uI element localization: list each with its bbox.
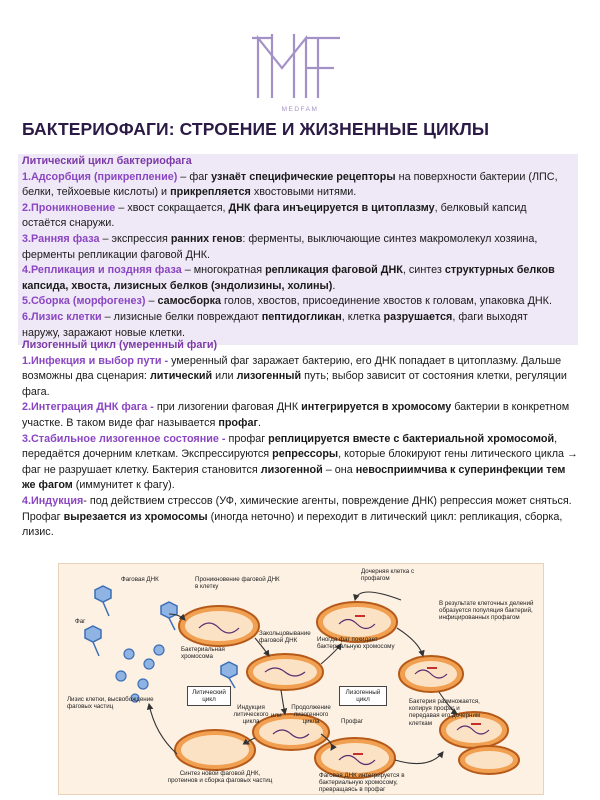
integration-label: Фаговая ДНК интегрируется в бактериальную хромосому, превращаясь в профаг: [319, 772, 405, 794]
daughter-cell-label: Дочерняя клетка с профагом: [361, 568, 415, 583]
lytic-heading: Литический цикл бактериофага: [22, 155, 192, 167]
lytic-step: 4.Репликация и поздняя фаза – многократная репликация фаговой ДНК, синтез структурных белков капсида, хвоста, лизисных белков (эндолизины, холины).: [22, 264, 555, 292]
bacterial-chromosome-label: Бактериальная хромосома: [181, 646, 225, 661]
penetration-label: Проникновение фаговой ДНК в клетку: [195, 576, 280, 591]
lysogenic-step: 2.Интеграция ДНК фага - при лизогении фаговая ДНК интегрируется в хромосому бактерии в конкретном участке. В таком виде фаг называется профаг.: [22, 401, 570, 429]
induction-label: Индукция литического цикла: [233, 704, 269, 726]
released-phages: [116, 645, 164, 702]
lysogenic-step: 3.Стабильное лизогенное состояние - профаг реплицируется вместе с бактериальной хромосомой, передаётся дочерним клеткам. Экспрессируются репрессоры, которые блокируют гены литического цикла → фаг не разрушает клетку. Бактерия становится лизогенной – она невосприимчива к суперинфекции тем же фагом (иммунитет к фагу).: [22, 432, 578, 492]
lysogenic-cycle-box: Лизогенный цикл: [339, 686, 387, 706]
diagram-art: [59, 564, 543, 794]
brand-name: MEDFAM: [281, 106, 319, 113]
lytic-step: 3.Ранняя фаза – экспрессия ранних генов: ферменты, выключающие синтез макромолекул хозяина, ферменты репликации фаговой ДНК.: [22, 232, 538, 261]
medfam-logo: [248, 28, 352, 120]
phage-dna-label: Фаговая ДНК: [121, 576, 159, 583]
lytic-step: 1.Адсорбция (прикрепление) – фаг узнаёт специфические рецепторы на поверхности бактерии (ЛПС, белки, тейхоевые кислоты) и прикрепляется хвостовыми нитями.: [22, 170, 558, 199]
mf-logo-icon: [248, 28, 352, 106]
phage-cycle-diagram: [58, 563, 544, 795]
or-label: или: [271, 712, 282, 719]
lytic-step: 2.Проникновение – хвост сокращается, ДНК фага инъецируется в цитоплазму, белковый капсид остаётся снаружи.: [22, 201, 527, 230]
lytic-step: 5.Сборка (морфогенез) – самосборка голов, хвостов, присоединение хвостов к головам, упаковка ДНК.: [22, 295, 552, 308]
many-cells-label: В результате клеточных делений образуется популяция бактерий, инфицированных профагом: [439, 600, 534, 622]
cell-lysis-label: Лизис клетки, высвобождение фаговых частиц: [67, 696, 154, 711]
continue-lysogenic-label: Продолжение лизогенного цикла: [291, 704, 331, 726]
phage-leaves-label: Иногда фаг покидает бактериальную хромосому: [317, 636, 395, 651]
lytic-step: 6.Лизис клетки – лизисные белки повреждают пептидогликан, клетка разрушается, фаги выходят наружу, заражают новые клетки.: [22, 310, 528, 339]
circularization-label: Закольцовывание фаговой ДНК: [259, 630, 311, 645]
lysogenic-step: 1.Инфекция и выбор пути - умеренный фаг заражает бактерию, его ДНК попадает в цитоплазму. Дальше возможны два сценария: литический или лизогенный путь; выбор зависит от состояния клетки, регуляции фага.: [22, 354, 567, 398]
synthesis-label: Синтез новой фаговой ДНК, протеинов и сборка фаговых частиц: [167, 770, 273, 785]
lytic-cycle-box: Литический цикл: [187, 686, 231, 706]
bacterium-multiplies-label: Бактерия размножается, копируя профаг и передавая его дочерним клеткам: [409, 698, 481, 727]
phage-label: Фаг: [75, 618, 86, 625]
lysogenic-step: 4.Индукция- под действием стрессов (УФ, химические агенты, повреждение ДНК) репрессия может сняться. Профаг вырезается из хромосомы (иногда неточно) и переходит в литический цикл: репликация, сборка, лизис.: [22, 494, 572, 539]
lysogenic-heading: Лизогенный цикл (умеренный фаги): [22, 339, 218, 351]
prophage-label: Профаг: [341, 718, 364, 725]
lysogenic-cycle-section: [22, 338, 578, 541]
lytic-cycle-section: [22, 154, 568, 345]
page-title: БАКТЕРИОФАГИ: СТРОЕНИЕ И ЖИЗНЕННЫЕ ЦИКЛЫ: [22, 119, 490, 139]
